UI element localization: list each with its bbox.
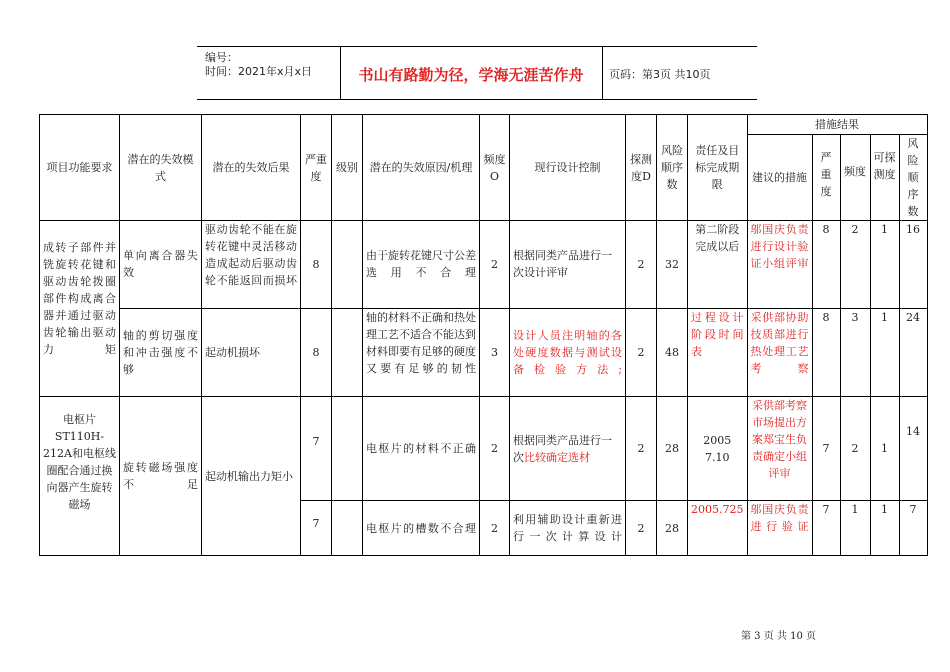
cell-detection: 2: [626, 309, 657, 397]
control-text: 根据同类产品进行一次: [513, 433, 612, 464]
cell-recommended: 采供部协助技质部进行热处理工艺考察: [747, 309, 812, 397]
header-divider: [602, 47, 603, 99]
cell-occurrence: 2: [480, 221, 510, 309]
cell-rpn: 28: [657, 501, 688, 556]
col-new-detection: 可探测度: [870, 135, 899, 221]
cell-new-detection: 1: [870, 309, 899, 397]
header-motto: 书山有路勤为径，学海无涯苦作舟: [358, 66, 584, 84]
cell-cause: 由于旋转花键尺寸公差选用不合理: [363, 221, 480, 309]
cell-new-rpn: 14: [899, 397, 927, 501]
cell-function: 电枢片ST110H-212A和电枢线圈配合通过换向器产生旋转磁场: [40, 397, 120, 556]
cell-cause: 电枢片的材料不正确: [363, 397, 480, 501]
cell-effect: 起动机输出力矩小: [202, 397, 301, 556]
cell-detection: 2: [626, 221, 657, 309]
table-row: [40, 221, 928, 309]
col-cause: 潜在的失效原因/机理: [363, 115, 480, 221]
table-row: [40, 397, 928, 501]
page-info: 页码：第3页 共10页: [609, 68, 711, 81]
cell-new-occurrence: 2: [840, 221, 870, 309]
col-mode: 潜在的失效模式: [120, 115, 202, 221]
cell-function: 成转子部件并铣旋转花键和驱动齿轮拨圈部件构成离合器并通过驱动齿轮输出驱动力矩: [40, 221, 120, 397]
cell-recommended: 采供部考察市场提出方案郑宝生负责确定小组评审: [747, 397, 812, 501]
time-label: 时间：2021年x月x日: [205, 65, 313, 78]
cell-mode: 轴的剪切强度和冲击强度不够: [120, 309, 202, 397]
document-header: [197, 46, 757, 100]
cell-control: 根据同类产品进行一次设计评审: [510, 221, 626, 309]
cell-new-rpn: 24: [899, 309, 927, 397]
col-actions-group: 措施结果: [747, 115, 927, 135]
cell-new-severity: 8: [812, 221, 840, 309]
col-class: 级别: [332, 115, 363, 221]
cell-rpn: 28: [657, 397, 688, 501]
cell-responsibility: 2005.725: [688, 501, 748, 556]
cell-severity: 7: [301, 501, 332, 556]
cell-effect: 驱动齿轮不能在旋转花键中灵活移动造成起动后驱动齿轮不能返回而损坏: [202, 221, 301, 309]
col-new-occurrence: 频度: [840, 135, 870, 221]
cell-responsibility: 第二阶段完成以后: [688, 221, 748, 309]
cell-effect: 起动机损坏: [202, 309, 301, 397]
cell-rpn: 32: [657, 221, 688, 309]
cell-new-severity: 8: [812, 309, 840, 397]
col-rpn: 风险顺序数: [657, 115, 688, 221]
number-label: 编号：: [205, 51, 238, 64]
cell-new-occurrence: 3: [840, 309, 870, 397]
fmea-table: [39, 114, 928, 556]
table-header-row: [40, 115, 928, 135]
cell-cause: 轴的材料不正确和热处理工艺不适合不能达到材料即要有足够的硬度又要有足够的韧性: [363, 309, 480, 397]
cell-rpn: 48: [657, 309, 688, 397]
cell-new-occurrence: 2: [840, 397, 870, 501]
col-occurrence: 频度O: [480, 115, 510, 221]
cell-control: [510, 397, 626, 501]
cell-occurrence: 2: [480, 397, 510, 501]
cell-new-rpn: 16: [899, 221, 927, 309]
page-footer: 第 3 页 共 10 页: [741, 631, 816, 642]
cell-new-detection: 1: [870, 501, 899, 556]
cell-control: 设计人员注明轴的各处硬度数据与测试设备检验方法;: [510, 309, 626, 397]
cell-new-severity: 7: [812, 397, 840, 501]
cell-class: [332, 221, 363, 309]
col-new-severity: 严重度: [812, 135, 840, 221]
control-text-highlight: 比较确定选材: [524, 450, 590, 464]
cell-new-rpn: 7: [899, 501, 927, 556]
cell-new-detection: 1: [870, 221, 899, 309]
cell-class: [332, 309, 363, 397]
cell-class: [332, 397, 363, 501]
cell-detection: 2: [626, 501, 657, 556]
cell-severity: 7: [301, 397, 332, 501]
cell-cause: 电枢片的槽数不合理: [363, 501, 480, 556]
cell-new-detection: 1: [870, 397, 899, 501]
col-responsibility: 责任及目标完成期限: [688, 115, 748, 221]
cell-responsibility: 2005 7.10: [688, 397, 748, 501]
col-control: 现行设计控制: [510, 115, 626, 221]
cell-control: 利用辅助设计重新进行一次计算设计: [510, 501, 626, 556]
cell-class: [332, 501, 363, 556]
cell-severity: 8: [301, 309, 332, 397]
col-detection: 探测度D: [626, 115, 657, 221]
cell-recommended: 邬国庆负责进行验证: [747, 501, 812, 556]
cell-severity: 8: [301, 221, 332, 309]
cell-mode: 单向离合器失效: [120, 221, 202, 309]
table-row: [40, 309, 928, 397]
col-severity: 严重度: [301, 115, 332, 221]
cell-detection: 2: [626, 397, 657, 501]
col-new-rpn: 风险顺序数: [899, 135, 927, 221]
cell-occurrence: 2: [480, 501, 510, 556]
cell-occurrence: 3: [480, 309, 510, 397]
col-effect: 潜在的失效后果: [202, 115, 301, 221]
cell-mode: 旋转磁场强度不足: [120, 397, 202, 556]
cell-new-severity: 7: [812, 501, 840, 556]
col-recommended: 建议的措施: [747, 135, 812, 221]
col-function: 项目功能要求: [40, 115, 120, 221]
cell-recommended: 邬国庆负责进行设计验证小组评审: [747, 221, 812, 309]
header-meta: [205, 51, 312, 79]
cell-responsibility: 过程设计阶段时间表: [688, 309, 748, 397]
cell-new-occurrence: 1: [840, 501, 870, 556]
